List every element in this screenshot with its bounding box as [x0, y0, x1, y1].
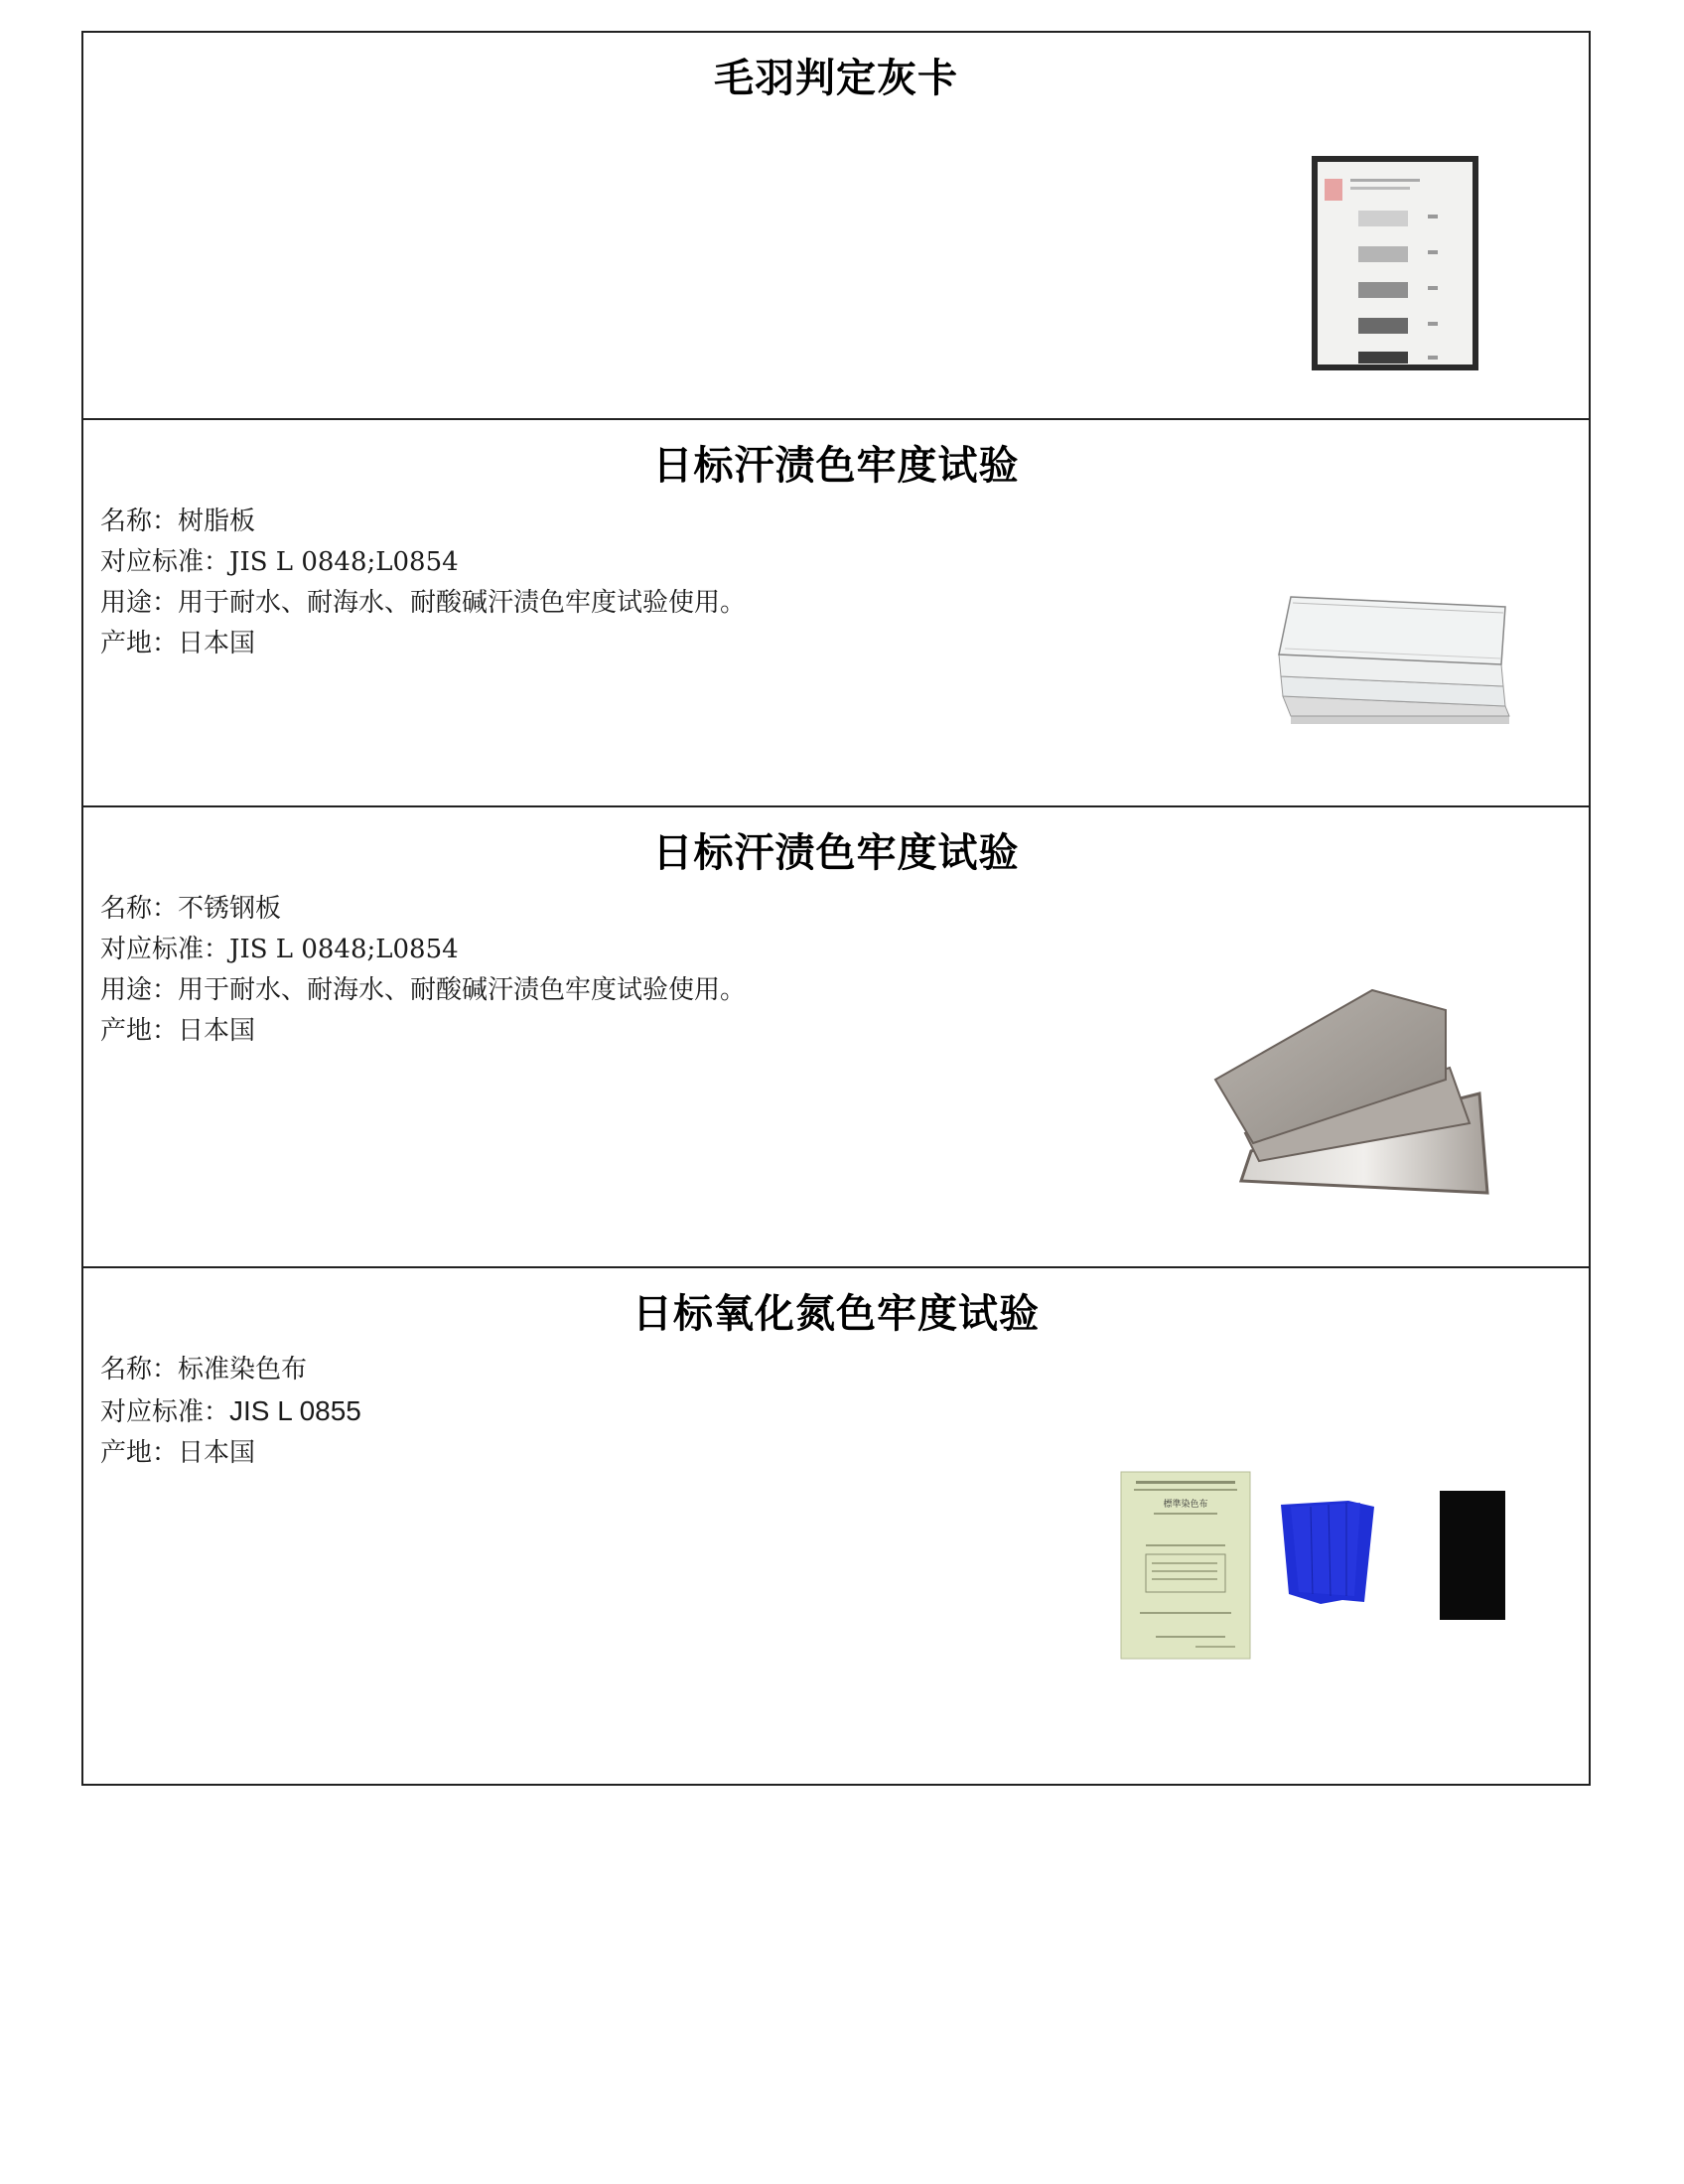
name-label: 名称：	[100, 1355, 179, 1384]
name-value: 树脂板	[178, 507, 256, 536]
origin-line	[100, 624, 746, 664]
product-table	[81, 31, 1591, 1786]
origin-line	[100, 1011, 746, 1052]
usage-line	[100, 970, 746, 1011]
origin-value: 日本国	[178, 1438, 256, 1468]
standard-line	[100, 542, 746, 583]
standard-value: JIS L 0848;L0854	[229, 935, 459, 964]
usage-value: 用于耐水、耐海水、耐酸碱汗渍色牢度试验使用。	[178, 588, 747, 618]
name-line	[100, 889, 746, 930]
steel-plate-image	[1211, 984, 1529, 1203]
usage-label: 用途：	[100, 588, 179, 618]
package-label: 標準染色布	[1163, 1500, 1208, 1510]
gray-card-image	[1311, 155, 1481, 373]
spec-list	[100, 502, 746, 664]
spec-list	[100, 889, 746, 1052]
origin-value: 日本国	[178, 1016, 256, 1046]
standard-value: JIS L 0848;L0854	[229, 547, 459, 577]
standard-line	[100, 1390, 361, 1433]
standard-label: 对应标准：	[100, 547, 230, 577]
usage-line	[100, 583, 746, 624]
section-steel-plate	[83, 807, 1589, 1268]
usage-label: 用途：	[100, 975, 179, 1005]
resin-plate-image	[1271, 589, 1529, 728]
section-fuzz-card	[83, 33, 1589, 420]
standard-label: 对应标准：	[100, 935, 230, 964]
origin-line	[100, 1433, 361, 1474]
origin-label: 产地：	[100, 1016, 179, 1046]
section-dyed-fabric	[83, 1268, 1589, 1786]
name-line	[100, 502, 746, 542]
name-value: 标准染色布	[178, 1355, 308, 1384]
section-resin-plate	[83, 420, 1589, 807]
standard-line	[100, 930, 746, 970]
origin-value: 日本国	[178, 629, 256, 658]
section-title: 日标氧化氮色牢度试验	[632, 1291, 1040, 1337]
spec-list	[100, 1350, 361, 1474]
usage-value: 用于耐水、耐海水、耐酸碱汗渍色牢度试验使用。	[178, 975, 747, 1005]
section-title: 日标汗渍色牢度试验	[652, 443, 1020, 489]
name-label: 名称：	[100, 507, 179, 536]
name-label: 名称：	[100, 894, 179, 924]
standard-label: 对应标准：	[100, 1397, 230, 1427]
origin-label: 产地：	[100, 629, 179, 658]
section-title: 毛羽判定灰卡	[714, 56, 958, 101]
origin-label: 产地：	[100, 1438, 179, 1468]
standard-value: JIS L 0855	[229, 1395, 361, 1426]
section-title: 日标汗渍色牢度试验	[652, 830, 1020, 876]
name-value: 不锈钢板	[178, 894, 282, 924]
name-line	[100, 1350, 361, 1390]
fabric-set-image	[1116, 1467, 1513, 1666]
